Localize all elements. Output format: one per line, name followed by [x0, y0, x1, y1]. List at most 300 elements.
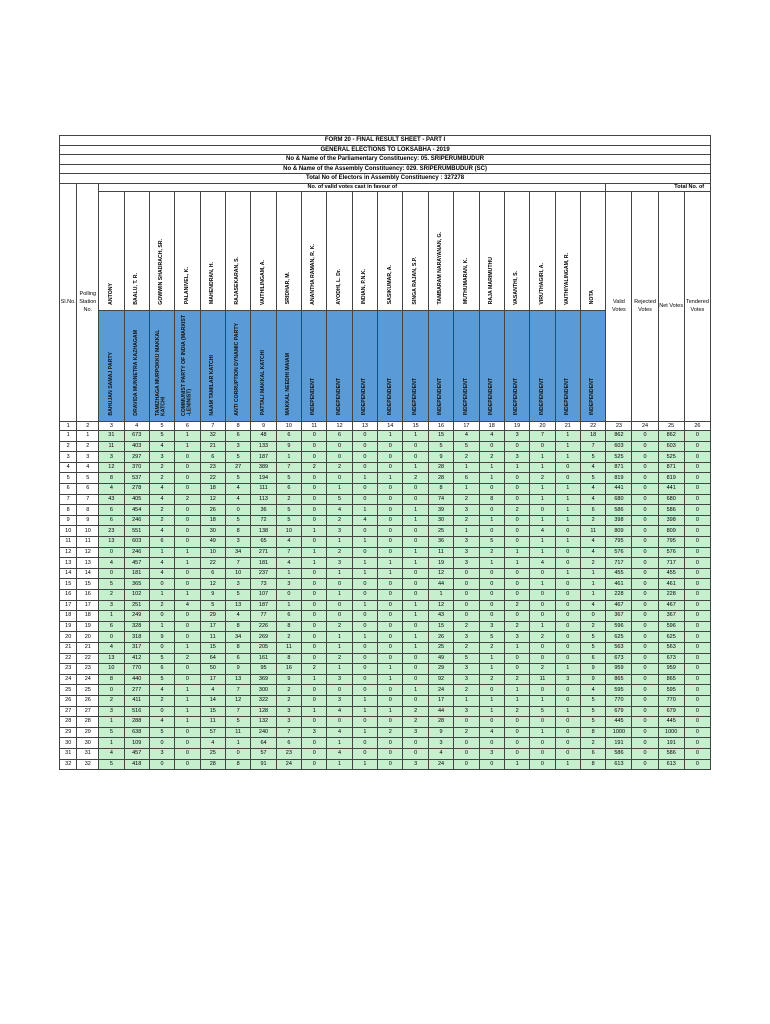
table-cell: 3: [276, 579, 301, 590]
table-cell: 0: [175, 674, 200, 685]
candidate-name: VIRUTHAGIRI, A.: [538, 262, 545, 305]
column-number: 13: [352, 421, 377, 431]
table-cell: 251: [124, 600, 149, 611]
table-cell: 0: [403, 441, 428, 452]
table-cell: 2: [276, 494, 301, 505]
table-cell: 322: [251, 695, 276, 706]
table-cell: 0: [327, 717, 352, 728]
table-cell: 1: [555, 759, 580, 770]
table-cell: 0: [632, 748, 658, 759]
table-cell: 2: [149, 473, 174, 484]
party-name-header: [302, 310, 327, 421]
table-cell: 0: [175, 727, 200, 738]
form-title-line: FORM 20 - FINAL RESULT SHEET - PART I: [60, 136, 711, 146]
table-cell: 0: [352, 674, 377, 685]
table-cell: 1: [302, 526, 327, 537]
table-cell: 25: [77, 685, 99, 696]
table-cell: 0: [352, 748, 377, 759]
candidate-name: BAALU, T. R.: [132, 272, 139, 305]
table-cell: 2: [378, 727, 403, 738]
table-cell: 4: [149, 568, 174, 579]
table-cell: 603: [124, 537, 149, 548]
table-cell: 0: [352, 441, 377, 452]
table-cell: 2: [454, 727, 479, 738]
table-cell: 246: [124, 547, 149, 558]
table-cell: 6: [200, 452, 225, 463]
total-column-header: Tendered Votes: [684, 191, 710, 421]
table-cell: 4: [479, 431, 504, 442]
table-cell: 0: [632, 653, 658, 664]
party-name: TAMIZHAGA MURPOKKU MAKKAL KATCHI: [155, 329, 168, 416]
table-cell: 6: [77, 484, 99, 495]
table-row: [60, 431, 711, 442]
table-cell: 596: [606, 621, 632, 632]
table-cell: 2: [504, 706, 529, 717]
form-title-line: Total No of Electors in Assembly Constituency : 327278: [60, 174, 711, 184]
candidate-name-header: [200, 191, 225, 310]
table-cell: 0: [530, 685, 555, 696]
table-cell: 1: [504, 695, 529, 706]
table-cell: 1: [454, 484, 479, 495]
table-cell: 4: [149, 494, 174, 505]
table-cell: 0: [352, 738, 377, 749]
table-cell: 8: [99, 473, 124, 484]
table-cell: 2: [454, 621, 479, 632]
party-name: ANTI CORRUPTION DYNAMIC PARTY: [234, 322, 241, 416]
table-cell: 0: [504, 590, 529, 601]
table-cell: 12: [428, 600, 453, 611]
table-cell: 23: [77, 664, 99, 675]
table-cell: 1: [352, 505, 377, 516]
table-cell: 0: [403, 590, 428, 601]
table-cell: 0: [632, 685, 658, 696]
table-cell: 367: [606, 611, 632, 622]
table-cell: 22: [60, 653, 77, 664]
table-cell: 4: [581, 685, 606, 696]
table-cell: 0: [378, 590, 403, 601]
candidate-name-header: [352, 191, 377, 310]
table-cell: 7: [60, 494, 77, 505]
table-cell: 0: [403, 494, 428, 505]
table-cell: 10: [225, 568, 250, 579]
table-cell: 1: [378, 558, 403, 569]
table-cell: 4: [200, 685, 225, 696]
table-cell: 0: [479, 484, 504, 495]
party-name: INDEPENDENT: [437, 378, 444, 416]
table-cell: 25: [60, 685, 77, 696]
table-cell: 9: [149, 632, 174, 643]
column-number: 12: [327, 421, 352, 431]
table-cell: 1: [352, 706, 377, 717]
table-cell: 0: [555, 473, 580, 484]
table-cell: 138: [251, 526, 276, 537]
table-cell: 3: [99, 452, 124, 463]
table-cell: 92: [428, 674, 453, 685]
table-cell: 455: [658, 568, 684, 579]
table-cell: 0: [302, 642, 327, 653]
column-number: 18: [479, 421, 504, 431]
table-cell: 6: [149, 537, 174, 548]
candidate-name-header: [530, 191, 555, 310]
table-row: [60, 685, 711, 696]
party-name: MAKKAL NEEDHI MAIAM: [285, 353, 292, 416]
table-cell: 0: [378, 653, 403, 664]
table-row: [60, 674, 711, 685]
table-cell: 28: [60, 717, 77, 728]
table-cell: 0: [302, 484, 327, 495]
table-cell: 1: [530, 579, 555, 590]
table-cell: 673: [658, 653, 684, 664]
table-cell: 4: [581, 537, 606, 548]
table-cell: 11: [60, 537, 77, 548]
table-cell: 2: [454, 515, 479, 526]
candidate-name-header: [581, 191, 606, 310]
table-cell: 0: [504, 611, 529, 622]
table-cell: 0: [352, 685, 377, 696]
table-cell: 24: [60, 674, 77, 685]
table-cell: 0: [352, 621, 377, 632]
table-cell: 0: [632, 759, 658, 770]
party-name-header: [124, 310, 149, 421]
table-cell: 6: [99, 621, 124, 632]
table-cell: 3: [454, 505, 479, 516]
table-cell: 1: [555, 664, 580, 675]
table-cell: 0: [403, 748, 428, 759]
table-cell: 0: [302, 431, 327, 442]
table-row: [60, 547, 711, 558]
table-cell: 0: [403, 738, 428, 749]
table-cell: 9: [581, 674, 606, 685]
table-cell: 516: [124, 706, 149, 717]
table-cell: 0: [175, 748, 200, 759]
table-cell: 0: [327, 452, 352, 463]
table-cell: 0: [632, 494, 658, 505]
table-cell: 1: [581, 568, 606, 579]
table-cell: 18: [60, 611, 77, 622]
table-cell: 2: [504, 600, 529, 611]
table-cell: 9: [200, 590, 225, 601]
table-cell: 2: [149, 462, 174, 473]
table-cell: 1: [302, 558, 327, 569]
table-cell: 0: [632, 642, 658, 653]
table-cell: 2: [149, 505, 174, 516]
table-cell: 3: [327, 674, 352, 685]
column-number: 22: [581, 421, 606, 431]
table-cell: 240: [251, 727, 276, 738]
table-cell: 1: [276, 600, 301, 611]
table-cell: 0: [175, 664, 200, 675]
table-cell: 5: [454, 441, 479, 452]
table-cell: 32: [77, 759, 99, 770]
party-name: INDEPENDENT: [513, 378, 520, 416]
table-cell: 278: [124, 484, 149, 495]
table-cell: 1: [555, 484, 580, 495]
table-cell: 0: [302, 441, 327, 452]
table-cell: 809: [606, 526, 632, 537]
table-cell: 2: [454, 642, 479, 653]
table-cell: 7: [225, 706, 250, 717]
table-cell: 2: [149, 695, 174, 706]
table-cell: 3: [454, 547, 479, 558]
table-cell: 49: [428, 653, 453, 664]
table-cell: 0: [302, 515, 327, 526]
table-cell: 0: [302, 621, 327, 632]
table-cell: 0: [530, 748, 555, 759]
table-cell: 4: [454, 431, 479, 442]
table-cell: 13: [225, 674, 250, 685]
table-cell: 5: [479, 537, 504, 548]
table-cell: 32: [200, 431, 225, 442]
table-cell: 17: [200, 674, 225, 685]
table-cell: 0: [403, 484, 428, 495]
table-cell: 6: [276, 484, 301, 495]
column-number: 8: [225, 421, 250, 431]
table-cell: 1: [403, 600, 428, 611]
table-cell: 5: [581, 452, 606, 463]
table-cell: 0: [175, 452, 200, 463]
table-cell: 586: [606, 505, 632, 516]
table-cell: 613: [658, 759, 684, 770]
table-cell: 0: [504, 717, 529, 728]
table-cell: 8: [77, 505, 99, 516]
table-cell: 1: [403, 515, 428, 526]
table-cell: 679: [658, 706, 684, 717]
table-cell: 0: [403, 653, 428, 664]
table-cell: 1: [352, 600, 377, 611]
table-cell: 25: [200, 748, 225, 759]
column-number: 5: [149, 421, 174, 431]
table-cell: 11: [225, 727, 250, 738]
table-cell: 1: [504, 642, 529, 653]
table-cell: 563: [606, 642, 632, 653]
table-cell: 7: [225, 558, 250, 569]
candidate-name-header: [276, 191, 301, 310]
table-cell: 4: [428, 748, 453, 759]
table-cell: 15: [200, 642, 225, 653]
table-cell: 0: [632, 664, 658, 675]
table-cell: 7: [276, 547, 301, 558]
candidate-name: TAMBARAM NARAYANAN, G.: [437, 232, 444, 305]
table-cell: 2: [530, 473, 555, 484]
table-cell: 3: [99, 600, 124, 611]
table-cell: 0: [684, 462, 710, 473]
table-cell: 249: [124, 611, 149, 622]
table-cell: 680: [658, 494, 684, 505]
table-cell: 25: [428, 526, 453, 537]
table-cell: 8: [225, 759, 250, 770]
table-cell: 28: [428, 717, 453, 728]
table-cell: 0: [302, 505, 327, 516]
table-cell: 0: [225, 748, 250, 759]
table-cell: 0: [175, 568, 200, 579]
table-cell: 0: [378, 526, 403, 537]
party-name-header: [403, 310, 428, 421]
table-cell: 0: [684, 621, 710, 632]
table-cell: 1: [175, 685, 200, 696]
table-cell: 15: [428, 431, 453, 442]
table-cell: 0: [684, 759, 710, 770]
table-cell: 34: [225, 547, 250, 558]
table-cell: 0: [684, 738, 710, 749]
table-cell: 16: [77, 590, 99, 601]
table-cell: 0: [684, 642, 710, 653]
table-cell: 2: [454, 685, 479, 696]
table-cell: 1: [530, 727, 555, 738]
table-cell: 0: [555, 547, 580, 558]
table-cell: 8: [99, 674, 124, 685]
party-name: INDEPENDENT: [335, 378, 342, 416]
table-cell: 2: [327, 515, 352, 526]
table-cell: 1: [378, 664, 403, 675]
table-cell: 673: [124, 431, 149, 442]
candidate-name: ANTONY: [107, 282, 114, 305]
table-cell: 9: [77, 515, 99, 526]
table-cell: 1: [403, 685, 428, 696]
table-cell: 16: [60, 590, 77, 601]
table-cell: 11: [428, 547, 453, 558]
table-cell: 1: [327, 537, 352, 548]
table-cell: 1: [378, 473, 403, 484]
table-row: [60, 515, 711, 526]
table-cell: 0: [378, 611, 403, 622]
table-cell: 0: [352, 547, 377, 558]
table-cell: 0: [403, 695, 428, 706]
table-cell: 0: [684, 558, 710, 569]
table-cell: 5: [581, 717, 606, 728]
table-cell: 181: [251, 558, 276, 569]
table-cell: 0: [99, 685, 124, 696]
table-cell: 39: [428, 505, 453, 516]
candidate-name-header: [327, 191, 352, 310]
table-cell: 625: [606, 632, 632, 643]
table-cell: 1: [428, 590, 453, 601]
column-number: 10: [276, 421, 301, 431]
column-number: 15: [403, 421, 428, 431]
table-cell: 1: [99, 717, 124, 728]
table-cell: 1: [403, 558, 428, 569]
party-name: INDEPENDENT: [411, 378, 418, 416]
table-cell: 0: [684, 653, 710, 664]
table-cell: 2: [276, 685, 301, 696]
table-cell: 1: [327, 759, 352, 770]
table-cell: 0: [276, 590, 301, 601]
table-row: [60, 494, 711, 505]
table-cell: 0: [504, 473, 529, 484]
table-cell: 595: [658, 685, 684, 696]
table-cell: 5: [454, 653, 479, 664]
table-row: [60, 590, 711, 601]
table-cell: 6: [581, 505, 606, 516]
table-cell: 1: [77, 431, 99, 442]
table-cell: 1: [352, 632, 377, 643]
table-row: [60, 642, 711, 653]
table-cell: 2: [504, 674, 529, 685]
table-cell: 22: [200, 473, 225, 484]
polling-station-header: Polling Station No.: [77, 183, 99, 421]
table-cell: 187: [251, 600, 276, 611]
table-cell: 12: [200, 579, 225, 590]
table-cell: 1: [530, 494, 555, 505]
party-name: INDEPENDENT: [538, 378, 545, 416]
table-cell: 0: [684, 494, 710, 505]
table-cell: 0: [327, 441, 352, 452]
table-cell: 0: [684, 537, 710, 548]
table-cell: 0: [149, 579, 174, 590]
table-cell: 0: [99, 632, 124, 643]
table-cell: 43: [99, 494, 124, 505]
table-cell: 0: [302, 579, 327, 590]
candidate-name: GOWWIN SHADRACH, SR.: [158, 238, 165, 305]
table-cell: 5: [149, 653, 174, 664]
column-number: 17: [454, 421, 479, 431]
column-number: 23: [606, 421, 632, 431]
table-cell: 398: [658, 515, 684, 526]
table-cell: 1: [175, 590, 200, 601]
table-cell: 0: [352, 590, 377, 601]
table-row: [60, 653, 711, 664]
table-cell: 31: [99, 431, 124, 442]
table-cell: 576: [606, 547, 632, 558]
table-cell: 0: [684, 600, 710, 611]
table-cell: 3: [276, 706, 301, 717]
table-cell: 1: [327, 484, 352, 495]
table-cell: 795: [658, 537, 684, 548]
table-cell: 1: [555, 537, 580, 548]
table-cell: 0: [555, 727, 580, 738]
table-cell: 1: [327, 664, 352, 675]
table-cell: 20: [60, 632, 77, 643]
table-cell: 5: [225, 473, 250, 484]
table-cell: 205: [251, 642, 276, 653]
table-cell: 20: [77, 632, 99, 643]
table-cell: 113: [251, 494, 276, 505]
table-cell: 0: [504, 727, 529, 738]
table-cell: 0: [378, 695, 403, 706]
table-cell: 871: [606, 462, 632, 473]
table-cell: 6: [60, 484, 77, 495]
table-cell: 28: [428, 462, 453, 473]
table-cell: 770: [658, 695, 684, 706]
table-cell: 4: [149, 685, 174, 696]
table-cell: 0: [352, 526, 377, 537]
table-cell: 30: [60, 738, 77, 749]
table-cell: 5: [99, 579, 124, 590]
table-cell: 31: [60, 748, 77, 759]
table-cell: 0: [378, 748, 403, 759]
column-number: 21: [555, 421, 580, 431]
table-cell: 50: [200, 664, 225, 675]
table-cell: 328: [124, 621, 149, 632]
table-cell: 0: [684, 505, 710, 516]
party-name-header: [479, 310, 504, 421]
table-cell: 365: [124, 579, 149, 590]
table-cell: 3: [327, 558, 352, 569]
table-cell: 17: [60, 600, 77, 611]
table-cell: 537: [124, 473, 149, 484]
candidate-name: PALANIVEL, K.: [183, 267, 190, 305]
table-cell: 457: [124, 748, 149, 759]
table-cell: 0: [555, 621, 580, 632]
table-cell: 14: [60, 568, 77, 579]
total-column-header: Valid Votes: [606, 191, 632, 421]
table-cell: 28: [200, 759, 225, 770]
table-cell: 3: [403, 759, 428, 770]
table-cell: 441: [606, 484, 632, 495]
table-cell: 2: [504, 621, 529, 632]
party-name-header: [99, 310, 124, 421]
table-cell: 0: [175, 537, 200, 548]
table-cell: 300: [251, 685, 276, 696]
